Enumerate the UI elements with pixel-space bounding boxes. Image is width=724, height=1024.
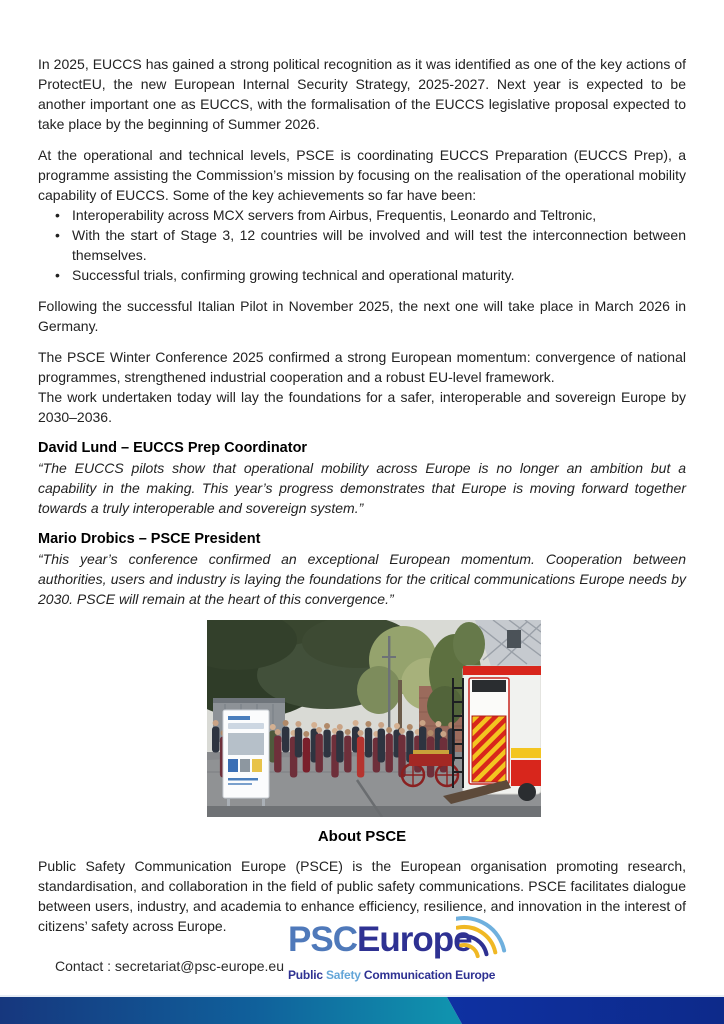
logo-text-psc: PSC xyxy=(288,920,357,959)
paragraph-pilot: Following the successful Italian Pilot in November 2025, the next one will take place in March 2026 in Germany. xyxy=(38,298,686,334)
quote-mario-drobics: “This year’s conference confirmed an exceptional European momentum. Cooperation between authorities, users and industry is laying the foundations for the critical communications Europe needs by 2030. PSCE will remain at the heart of this convergence.” xyxy=(38,551,686,607)
signal-waves-icon xyxy=(456,907,510,969)
logo-tagline xyxy=(288,968,496,982)
page-footer xyxy=(0,918,724,997)
quote-heading-david-lund: David Lund – EUCCS Prep Coordinator xyxy=(38,440,308,456)
contact-email: Contact : secretariat@psc-europe.eu xyxy=(55,958,284,974)
about-paragraph: Public Safety Communication Europe (PSCE) is the European organisation promoting research, standardisation, and collaboration in the field of public safety communications. PSCE facilitates dialogue between users, industry, and academia to enhance efficiency, resilience, and innovation in the interest of citizens’ safety across Europe. xyxy=(38,858,686,934)
tagline-word: Europe xyxy=(455,968,496,982)
paragraph-intro: In 2025, EUCCS has gained a strong political recognition as it was identified as one of the key actions of ProtectEU, the new European Internal Security Strategy, 2025-2027. Next year is expected to be another important one as EUCCS, with the formalisation of the EUCCS legislative proposal expected to take place by the beginning of Summer 2026. xyxy=(38,56,686,132)
paragraph-operational: At the operational and technical levels, PSCE is coordinating EUCCS Preparation (EUCCS Prep), a programme assisting the Commission’s mission by focusing on the realisation of the operational mobility capability of EUCCS. Some of the key achievements so far have been: xyxy=(38,147,686,203)
tagline-word: Communication xyxy=(363,968,452,982)
psce-logo-wordmark xyxy=(288,920,488,967)
list-item: • Successful trials, confirming growing technical and operational maturity. xyxy=(38,265,686,285)
about-heading: About PSCE xyxy=(317,828,407,845)
psce-logo xyxy=(288,920,496,982)
list-item: • With the start of Stage 3, 12 countries will be involved and will test the interconnection between themselves. xyxy=(38,225,686,265)
tagline-word: Public xyxy=(288,968,323,982)
group-photo xyxy=(207,620,541,817)
logo-text-europe: Europe xyxy=(356,920,472,959)
quote-heading-mario-drobics: Mario Drobics – PSCE President xyxy=(38,531,261,547)
quote-david-lund: “The EUCCS pilots show that operational mobility across Europe is no longer an ambition but a capability in the making. This year’s progress demonstrates that Europe is moving forward together towards a truly interoperable and sovereign system.” xyxy=(38,460,686,516)
list-item: • Interoperability across MCX servers from Airbus, Frequentis, Leonardo and Teltronic, xyxy=(38,205,686,225)
paragraph-conference: The PSCE Winter Conference 2025 confirmed a strong European momentum: convergence of national programmes, strengthened industrial cooperation and a robust EU-level framework. xyxy=(38,349,686,385)
tagline-word: Safety xyxy=(325,968,361,982)
achievements-list xyxy=(38,205,686,285)
paragraph-outlook: The work undertaken today will lay the foundations for a safer, interoperable and sovereign Europe by 2030–2036. xyxy=(38,389,686,425)
bottom-gradient-bar xyxy=(0,995,724,1024)
photo-rollup-banner xyxy=(223,710,269,806)
